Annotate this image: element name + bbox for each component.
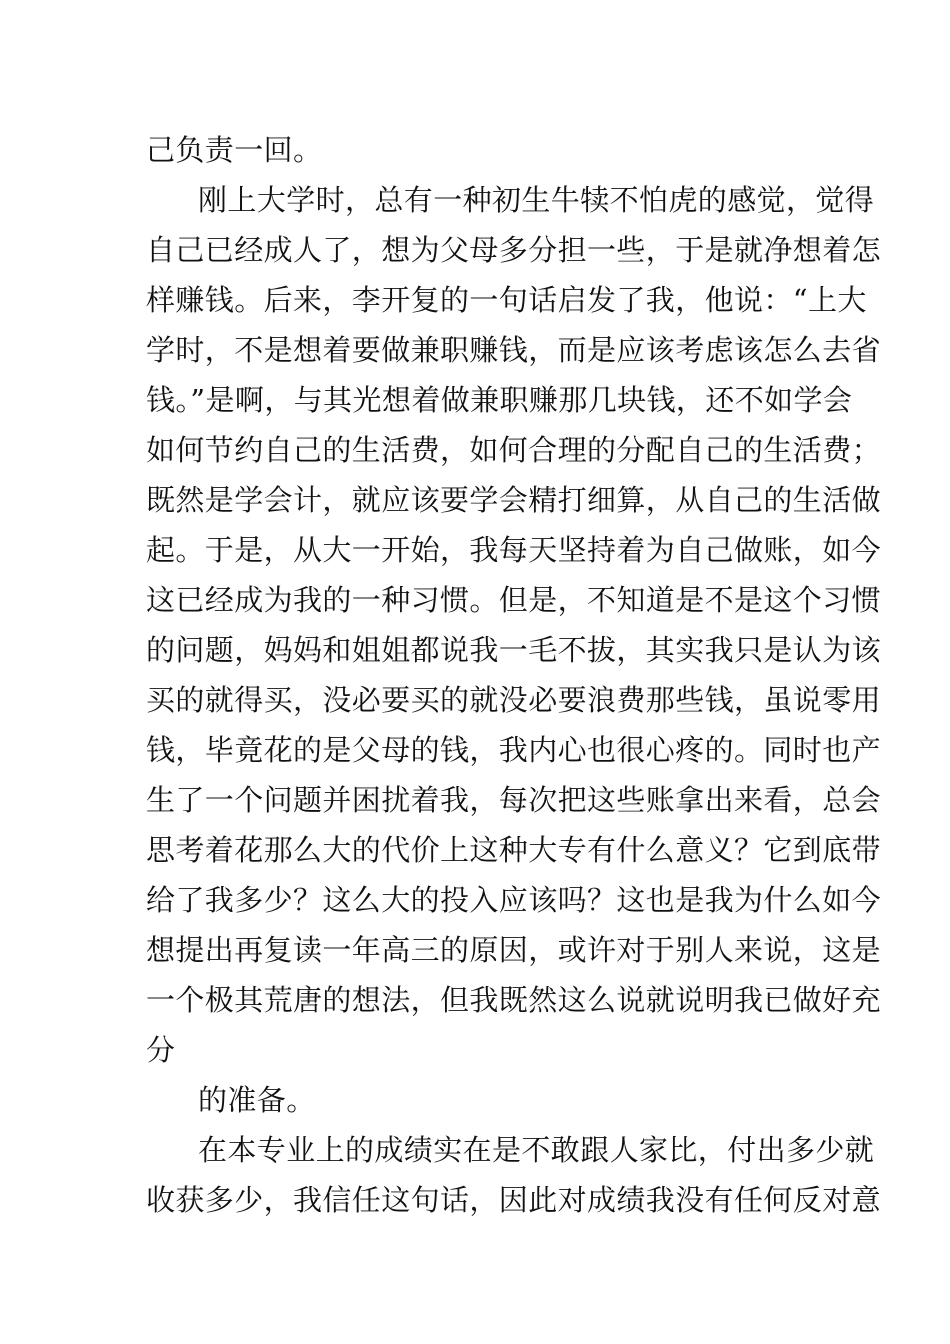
text-line: 起。于是，从大一开始，我每天坚持着为自己做账，如今 xyxy=(146,533,882,567)
text-line: 学时，不是想着要做兼职赚钱，而是应该考虑该怎么去省 xyxy=(146,333,882,367)
text-line: 既然是学会计，就应该要学会精打细算，从自己的生活做 xyxy=(146,483,882,517)
text-line: 刚上大学时，总有一种初生牛犊不怕虎的感觉，觉得 xyxy=(198,183,875,217)
text-line: 样赚钱。后来，李开复的一句话启发了我，他说：“上大 xyxy=(146,283,867,317)
text-line: 钱，毕竟花的是父母的钱，我内心也很心疼的。同时也产 xyxy=(146,733,882,767)
text-line: 想提出再复读一年高三的原因，或许对于别人来说，这是 xyxy=(146,933,882,967)
text-line: 生了一个问题并困扰着我，每次把这些账拿出来看，总会 xyxy=(146,783,882,817)
text-line: 一个极其荒唐的想法，但我既然这么说就说明我已做好充 xyxy=(146,983,882,1017)
text-line: 如何节约自己的生活费，如何合理的分配自己的生活费； xyxy=(146,433,882,467)
text-line: 的准备。 xyxy=(198,1083,316,1117)
text-line: 买的就得买，没必要买的就没必要浪费那些钱，虽说零用 xyxy=(146,683,882,717)
text-line: 在本专业上的成绩实在是不敢跟人家比，付出多少就 xyxy=(198,1133,875,1167)
text-line: 己负责一回。 xyxy=(146,133,323,167)
text-line: 自己已经成人了，想为父母多分担一些，于是就净想着怎 xyxy=(146,233,882,267)
text-line: 收获多少，我信任这句话，因此对成绩我没有任何反对意 xyxy=(146,1183,882,1217)
text-line: 钱。”是啊，与其光想着做兼职赚那几块钱，还不如学会 xyxy=(146,383,853,417)
text-line: 思考着花那么大的代价上这种大专有什么意义？它到底带 xyxy=(146,833,882,867)
text-line: 的问题，妈妈和姐姐都说我一毛不拔，其实我只是认为该 xyxy=(146,633,882,667)
text-line: 这已经成为我的一种习惯。但是，不知道是不是这个习惯 xyxy=(146,583,882,617)
text-line: 给了我多少？这么大的投入应该吗？这也是我为什么如今 xyxy=(146,883,882,917)
text-line: 分 xyxy=(146,1033,176,1067)
